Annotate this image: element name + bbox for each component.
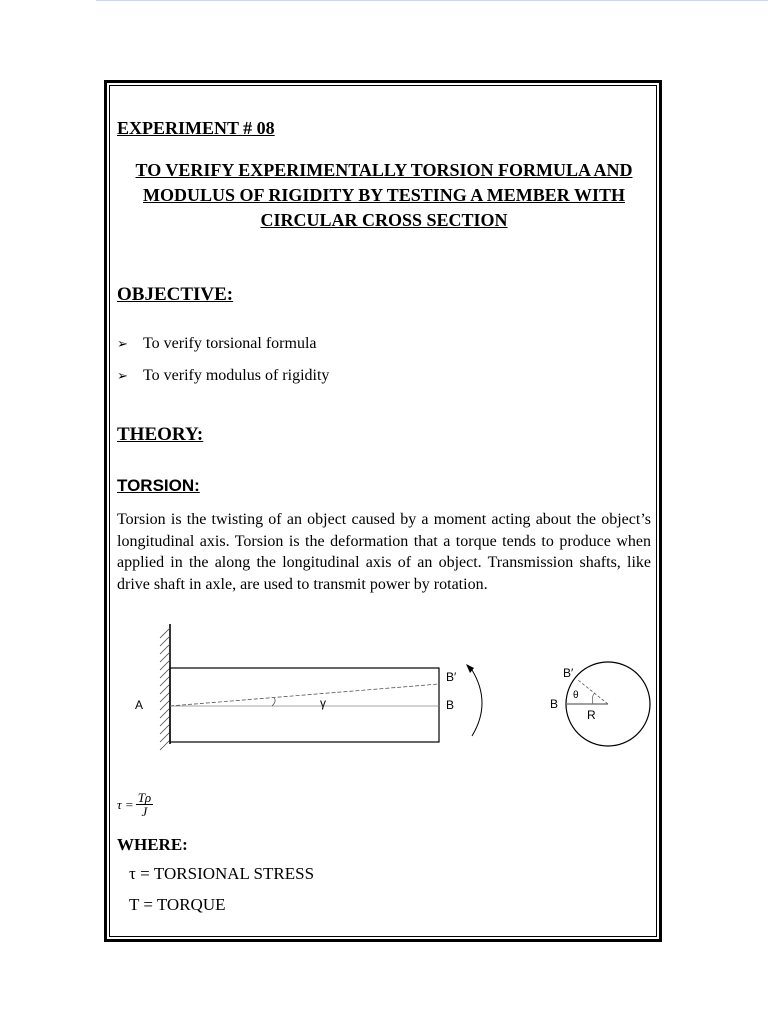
torsion-paragraph: Torsion is the twisting of an object caused by a moment acting about the object’s longitudinal axis. Torsion is the deformation that a torque tends to produce when applied in the along the longitudinal axis of an object. Transmission shafts, like drive shaft in axle, are used to transmit power by rotation. (117, 511, 651, 593)
theory-heading: THEORY: (117, 424, 204, 445)
arrow-bullet-icon: ➢ (117, 336, 128, 351)
rotation-arrow (472, 670, 482, 736)
objective-heading: OBJECTIVE: (117, 284, 234, 305)
label-theta: θ (573, 690, 579, 701)
twisted-radius-line (578, 680, 608, 704)
label-b2-prime: B′ (563, 666, 574, 680)
label-gamma: γ (320, 696, 326, 710)
definitions-list (129, 864, 314, 926)
torsion-heading: TORSION: (117, 476, 200, 495)
twisted-line (170, 684, 439, 706)
top-rule (96, 0, 768, 1)
list-item: ➢ To verify modulus of rigidity (117, 367, 330, 384)
list-item: τ = TORSIONAL STRESS (129, 864, 315, 883)
formula-fraction (136, 791, 153, 818)
formula-denominator: J (141, 804, 148, 819)
label-r: R (587, 708, 596, 722)
arrow-bullet-icon: ➢ (117, 368, 128, 383)
objective-list (117, 334, 329, 398)
label-b-prime: B′ (446, 670, 457, 684)
formula-numerator: Tρ (137, 790, 152, 805)
label-a: A (135, 698, 144, 712)
label-b: B (446, 698, 455, 712)
experiment-title: TO VERIFY EXPERIMENTALLY TORSION FORMULA AND MODULUS OF RIGIDITY BY TESTING A MEMBER WITH CIRCULAR CROSS SECTION (135, 160, 633, 230)
formula-lhs: τ = (117, 796, 134, 812)
list-item: T = TORQUE (129, 895, 226, 914)
shaft-rectangle (170, 668, 439, 742)
fixed-wall-hatching (160, 624, 170, 750)
experiment-number: EXPERIMENT # 08 (117, 118, 275, 138)
torsion-diagram (117, 618, 651, 768)
label-b2: B (550, 697, 559, 711)
where-heading: WHERE: (117, 835, 188, 854)
theta-arc (592, 693, 595, 704)
gamma-arc (272, 698, 275, 706)
list-item: ➢ To verify torsional formula (117, 335, 317, 352)
torsion-formula (117, 791, 153, 818)
